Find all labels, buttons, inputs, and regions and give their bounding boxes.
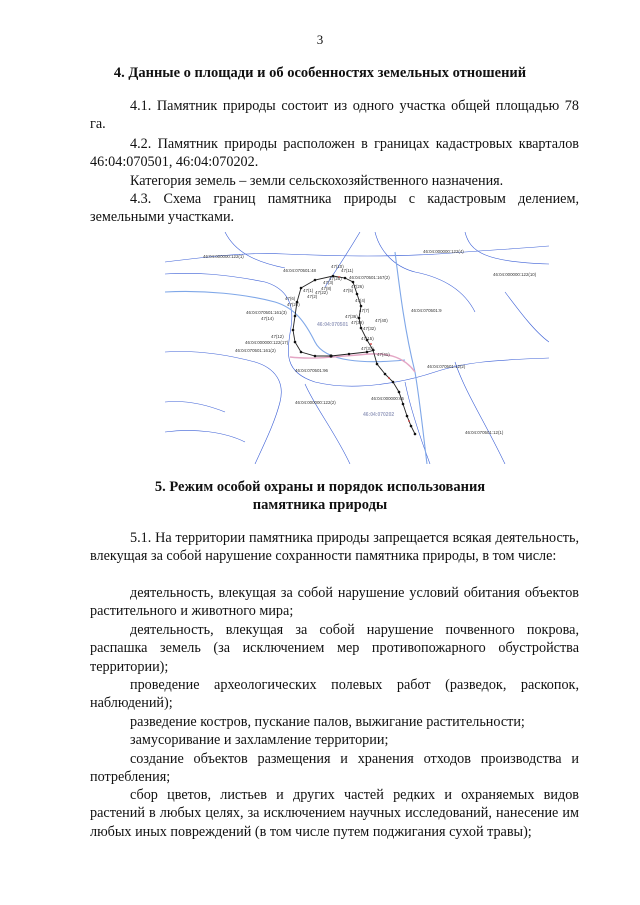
map-label: 47(26) bbox=[351, 284, 364, 289]
map-label: 47(14) bbox=[261, 316, 274, 321]
list-item: разведение костров, пускание палов, выжигание растительности; bbox=[130, 714, 525, 730]
map-label: 47(11) bbox=[341, 268, 354, 273]
map-label: 47(3) bbox=[323, 280, 334, 285]
map-label: 46:04:070501:96 bbox=[295, 368, 328, 373]
map-label: 47(37) bbox=[361, 346, 374, 351]
cadastral-map-svg bbox=[165, 232, 549, 464]
map-label: 46:04:000000:122(1) bbox=[203, 254, 244, 259]
map-label: 47(20) bbox=[287, 302, 300, 307]
map-label: 46:04:070501:161(3) bbox=[246, 310, 287, 315]
map-label: 46:04:070501 bbox=[317, 322, 349, 328]
map-label: 46:04:000000:122(10) bbox=[493, 272, 537, 277]
list-item: деятельность, влекущая за собой нарушение условий обитания объектов растительного и животного мира; bbox=[90, 585, 579, 620]
map-label: 46:04:070501:12(1) bbox=[465, 430, 504, 435]
section-4-heading: 4. Данные о площади и об особенностях земельных отношений bbox=[113, 65, 527, 81]
map-label: 47(36) bbox=[345, 314, 358, 319]
list-item: проведение археологических полевых работ (разведок, раскопок, наблюдений); bbox=[90, 677, 579, 712]
paragraph-5-1: 5.1. На территории памятника природы запрещается всякая деятельность, влекущая за собой нарушение сохранности памятника природы, в том числе: bbox=[90, 530, 579, 565]
map-label: 47(8) bbox=[321, 286, 332, 291]
map-label: 47(41) bbox=[377, 352, 390, 357]
map-label: 46:04:070501:12(2) bbox=[427, 364, 466, 369]
map-label: 47(7) bbox=[359, 308, 370, 313]
list-item: замусоривание и захламление территории; bbox=[130, 732, 389, 748]
map-label: 47(4) bbox=[355, 298, 366, 303]
map-labels bbox=[203, 249, 537, 435]
map-label: 47(32) bbox=[363, 326, 376, 331]
map-label: 47(25) bbox=[329, 276, 342, 281]
map-label: 46:04:000000:122(4) bbox=[423, 249, 464, 254]
map-label: 46:04:070202 bbox=[363, 412, 395, 418]
map-label: 47(5) bbox=[343, 288, 354, 293]
section-5-heading-line-2: памятника природы bbox=[252, 497, 388, 513]
map-label: 46:04:070501:9 bbox=[411, 308, 442, 313]
section-5-heading-line-1: 5. Режим особой охраны и порядок использования bbox=[154, 479, 486, 495]
map-label: 47(2) bbox=[307, 294, 318, 299]
map-label: 46:04:000000:122(2) bbox=[295, 400, 336, 405]
list-item: создание объектов размещения и хранения отходов производства и потребления; bbox=[90, 751, 579, 786]
paragraph-4-3: 4.3. Схема границ памятника природы с кадастровым делением, земельными участками. bbox=[90, 191, 579, 226]
map-label: 47(1) bbox=[303, 288, 314, 293]
map-label: 47(6) bbox=[285, 296, 296, 301]
paragraph-4-2: 4.2. Памятник природы расположен в границах кадастровых кварталов 46:04:070501, 46:04:070202. bbox=[90, 136, 579, 171]
map-label: 47(15) bbox=[361, 336, 374, 341]
paragraph-land-category: Категория земель – земли сельскохозяйственного назначения. bbox=[130, 173, 504, 189]
map-label: 46:04:000000:122(17) bbox=[245, 340, 289, 345]
map-label: 46:04:070501:167(2) bbox=[349, 275, 390, 280]
map-label: 46:04:070501:161(2) bbox=[235, 348, 276, 353]
map-label: 47(39) bbox=[351, 320, 364, 325]
map-label: 46:04:000000:65 bbox=[371, 396, 404, 401]
cadastral-boundary-map bbox=[165, 232, 549, 464]
map-label: 47(10) bbox=[331, 264, 344, 269]
map-label: 47(22) bbox=[315, 290, 328, 295]
map-label: 47(12) bbox=[271, 334, 284, 339]
list-item: сбор цветов, листьев и других частей редких и охраняемых видов растений в любых целях, за исключением научных исследований, нанесение им любых иных повреждений (в том числе путем поджигания сухой травы); bbox=[90, 787, 579, 840]
list-item: деятельность, влекущая за собой нарушение почвенного покрова, распашка земель (за исключением мер противопожарного обустройства территории); bbox=[90, 622, 579, 675]
page-number: 3 bbox=[316, 32, 324, 47]
map-label: 47(40) bbox=[375, 318, 388, 323]
paragraph-4-1: 4.1. Памятник природы состоит из одного участка общей площадью 78 га. bbox=[90, 98, 579, 133]
map-label: 46:04:070501:48 bbox=[283, 268, 316, 273]
